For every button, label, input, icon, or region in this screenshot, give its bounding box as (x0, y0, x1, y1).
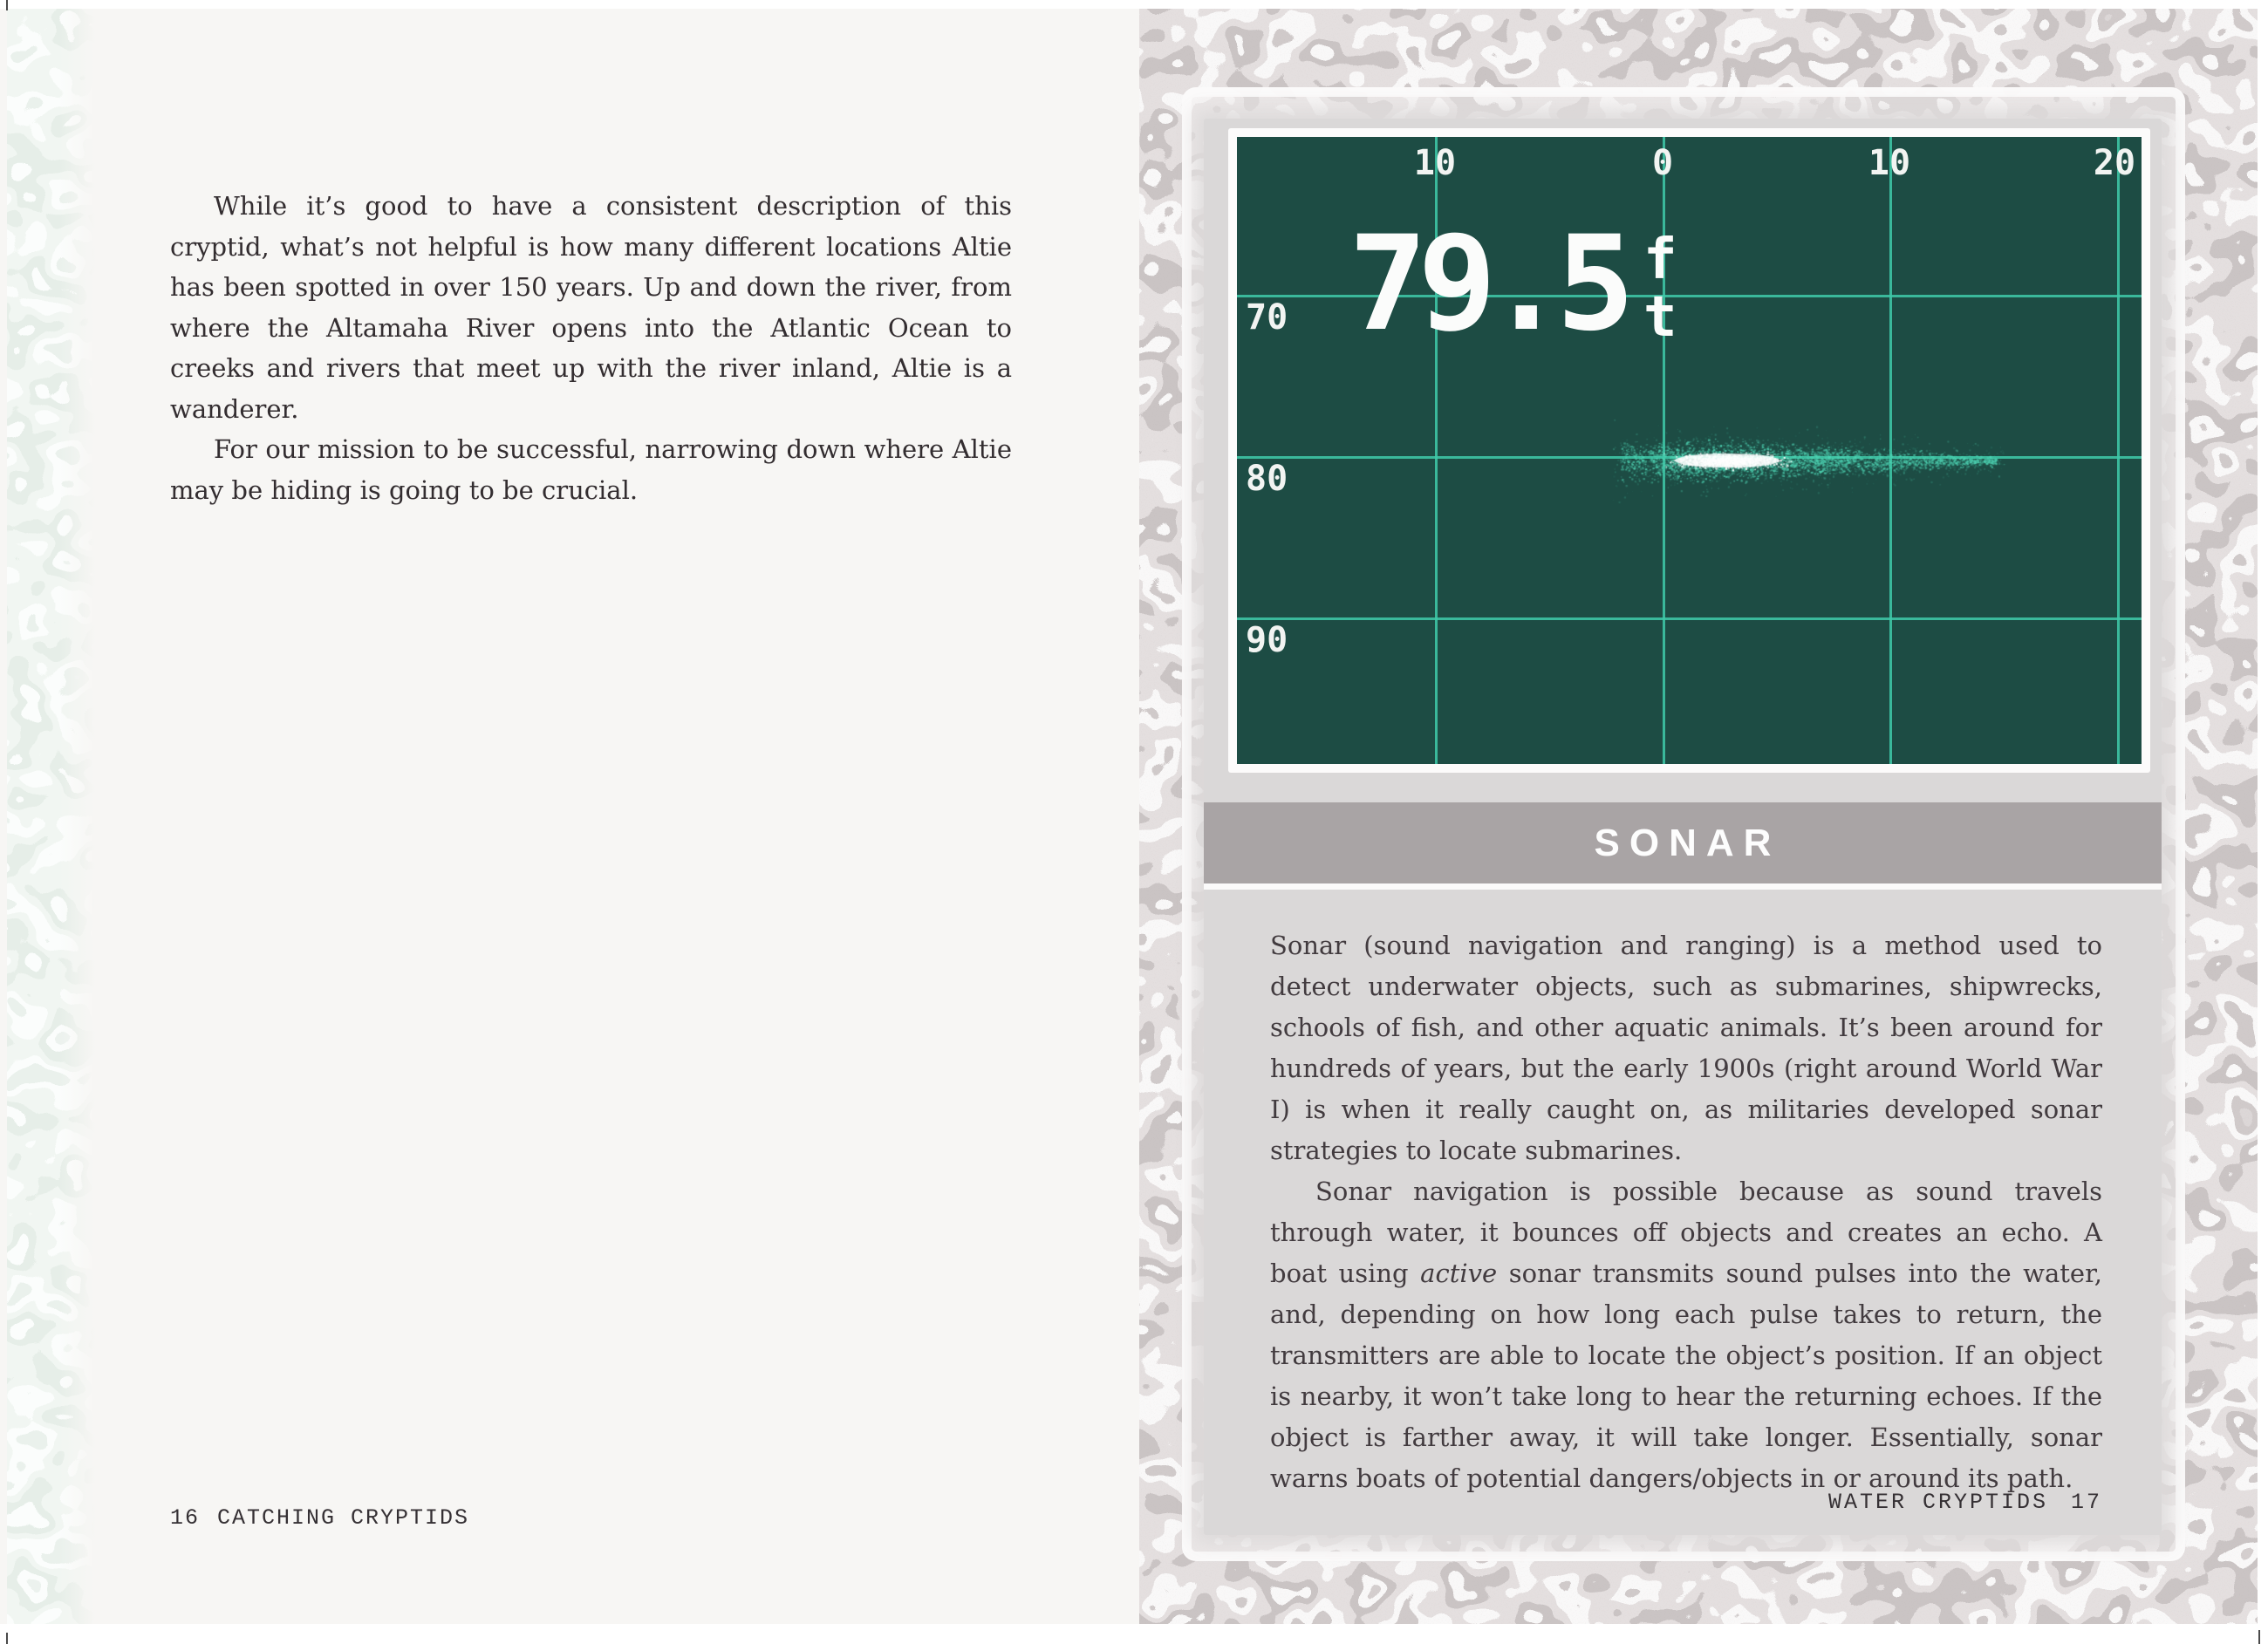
page-number: 16 (170, 1505, 201, 1531)
y-axis-label-80: 80 (1246, 459, 1288, 499)
crop-mark (6, 1633, 8, 1644)
y-axis-label-90: 90 (1246, 620, 1288, 660)
paragraph: Sonar navigation is possible because as sound travels through water, it bounces off objects and creates an echo. A boat using active sonar transmits sound pulses into the water, and, depending on how long each pulse takes to return, the transmitters are able to locate the object’s position. If an object is nearby, it won’t take long to hear the returning echoes. If the object is farther away, it will take longer. Essentially, sonar warns boats of potential dangers/objects in or around its path. (1270, 1177, 2102, 1493)
content-panel (1204, 119, 2162, 1535)
sonar-display (1228, 128, 2150, 773)
crop-mark (2258, 1630, 2260, 1644)
y-axis-label-70: 70 (1246, 297, 1288, 338)
sonar-screen (1237, 137, 2142, 764)
depth-unit-letter-f: f (1643, 228, 1677, 292)
body-text (170, 186, 1012, 510)
right-page (1139, 9, 2258, 1624)
x-axis-label-3: 10 (1868, 143, 1911, 183)
sonar-heading-band (1204, 802, 2162, 890)
running-title: CATCHING CRYPTIDS (217, 1505, 470, 1531)
paragraph: Sonar (sound navigation and ranging) is a method used to detect underwater objects, such as submarines, shipwrecks, schools of fish, and other aquatic animals. It’s been around for hundreds of years, but the early 1900s (right around World War I) is when it really caught on, as militaries developed sonar strategies to locate submarines. (1270, 931, 2102, 1165)
running-title: WATER CRYPTIDS (1827, 1490, 2048, 1515)
crop-mark (6, 0, 8, 10)
depth-reading: 79.5 (1349, 208, 1626, 360)
sonar-heading: SONAR (1594, 822, 1781, 864)
sonar-body-text (1204, 925, 2162, 1499)
x-axis-label-4: 20 (2093, 143, 2136, 183)
x-axis-label-1: 10 (1413, 143, 1457, 183)
depth-unit-letter-t: t (1643, 285, 1677, 350)
left-page (0, 9, 1139, 1624)
left-edge-pattern-fade (7, 9, 101, 1624)
page-footer-left (170, 1505, 469, 1531)
paragraph: While it’s good to have a consistent description of this cryptid, what’s not helpful is how many different locations Altie has been spotted in over 150 years. Up and down the river, from where the Altamaha River opens into the Atlantic Ocean to creeks and rivers that meet up with the river inland, Altie is a wanderer. (170, 191, 1012, 424)
page-footer-right (1828, 1490, 2102, 1515)
x-axis-label-2: 0 (1651, 143, 1674, 183)
italic-word: active (1420, 1259, 1498, 1288)
depth-unit (1643, 228, 1677, 350)
page-number: 17 (2070, 1490, 2102, 1515)
paragraph: For our mission to be successful, narrowing down where Altie may be hiding is going to be crucial. (170, 434, 1012, 505)
